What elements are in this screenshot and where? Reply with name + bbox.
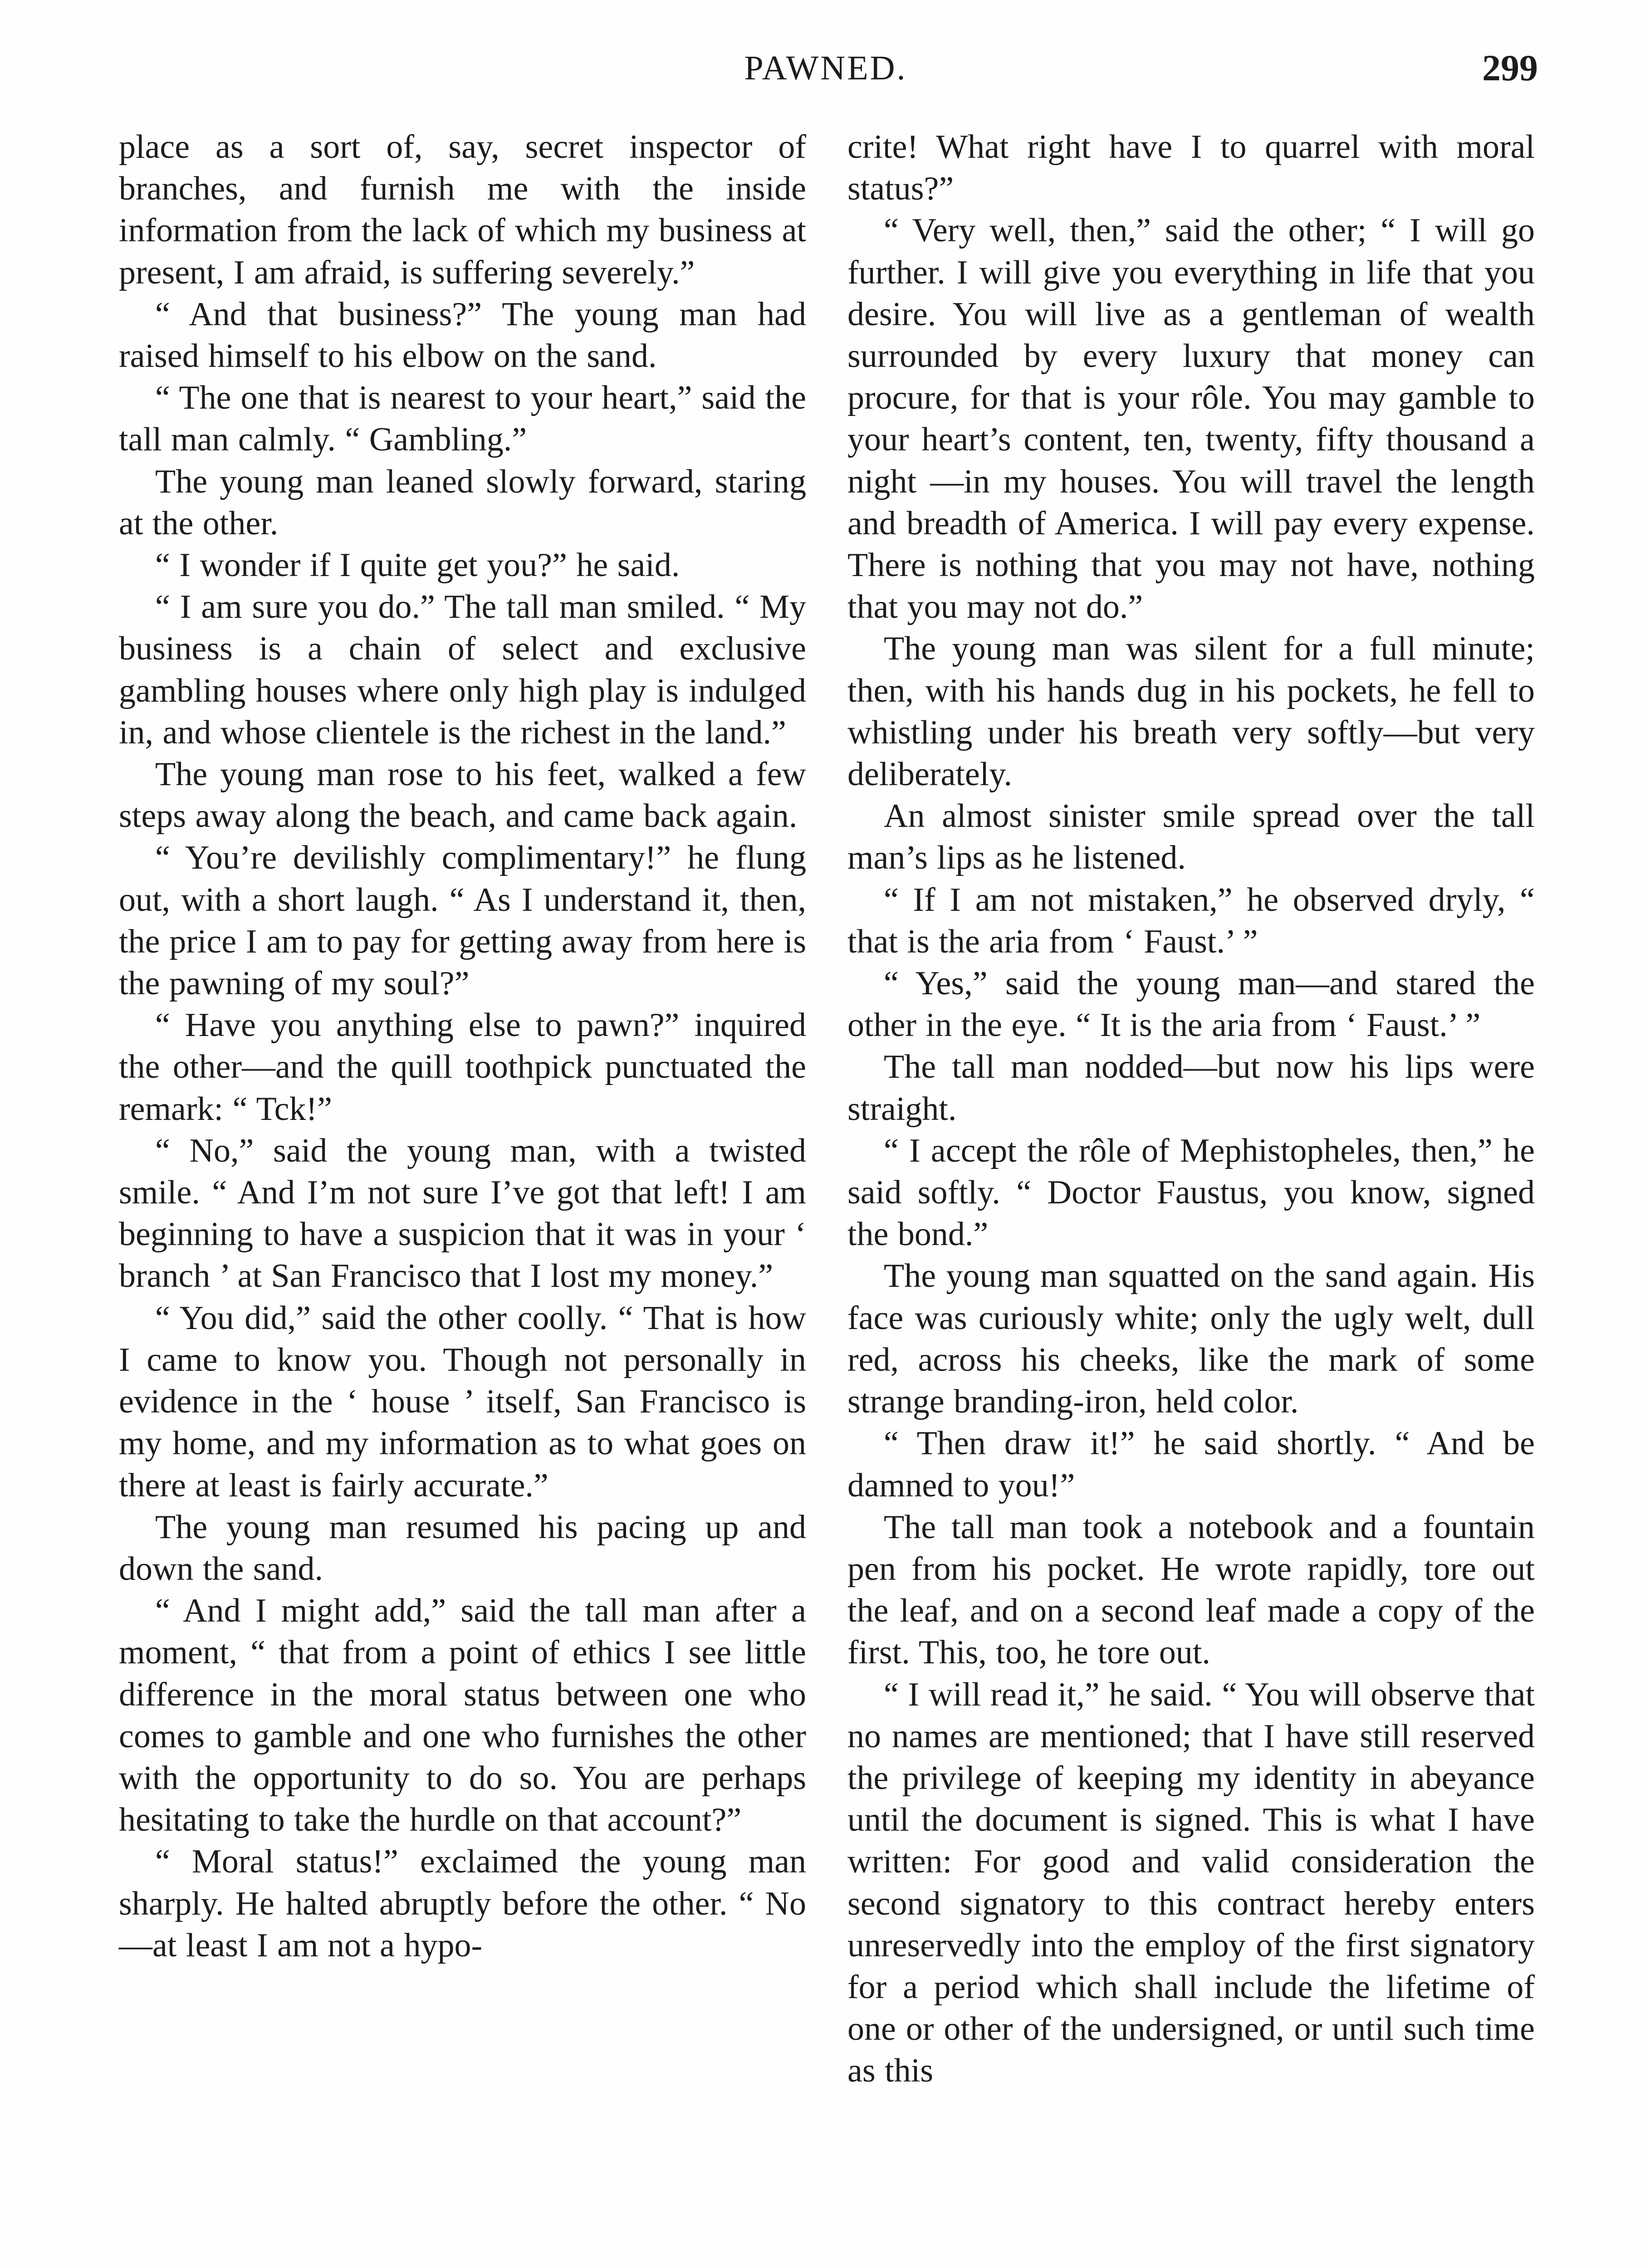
right-text-column [847,126,1535,2092]
paragraph: “ And that business?” The young man had raised himself to his elbow on the sand. [119,295,806,375]
page-number: 299 [1482,47,1538,88]
paragraph: “ I am sure you do.” The tall man smiled. “ My business is a chain of select and exclusive gambling houses where only high play is indulged in, and whose clientele is the richest in the land.” [119,588,806,751]
paragraph: The young man was silent for a full minute; then, with his hands dug in his pockets, he fell to whistling under his breath very softly—but very deliberately. [847,630,1535,793]
paragraph: “ You’re devilishly complimentary!” he flung out, with a short laugh. “ As I understand it, then, the price I am to pay for getting away from here is the pawning of my soul?” [119,839,806,1002]
paragraph: An almost sinister smile spread over the tall man’s lips as he listened. [847,797,1535,877]
paragraph: “ Very well, then,” said the other; “ I will go further. I will give you everything in life that you desire. You will live as a gentleman of wealth surrounded by every luxury that money can procure, for that is your rôle. You may gamble to your heart’s content, ten, twenty, fifty thousand a night —in my houses. You will travel the length and breadth of America. I will pay every expense. There is nothing that you may not have, nothing that you may not do.” [847,212,1535,626]
paragraph: The young man rose to his feet, walked a few steps away along the beach, and came back again. [119,756,806,835]
paragraph: crite! What right have I to quarrel with moral status?” [847,128,1535,208]
running-head: PAWNED. [744,49,907,87]
paragraph: The tall man took a notebook and a fountain pen from his pocket. He wrote rapidly, tore out the leaf, and on a second leaf made a copy of the first. This, too, he tore out. [847,1508,1535,1672]
paragraph: The young man leaned slowly forward, staring at the other. [119,463,806,542]
paragraph: “ You did,” said the other coolly. “ That is how I came to know you. Though not personally in evidence in the ‘ house ’ itself, San Francisco is my home, and my information as to what goes on there at least is fairly accurate.” [119,1299,806,1504]
paragraph: “ No,” said the young man, with a twisted smile. “ And I’m not sure I’ve got that left! I am beginning to have a suspicion that it was in your ‘ branch ’ at San Francisco that I lost my money.” [119,1132,806,1295]
paragraph: place as a sort of, say, secret inspector of branches, and furnish me with the inside information from the lack of which my business at present, I am afraid, is suffering severely.” [119,128,806,291]
paragraph: “ Then draw it!” he said shortly. “ And be damned to you!” [847,1425,1535,1504]
paragraph: “ I accept the rôle of Mephistopheles, then,” he said softly. “ Doctor Faustus, you know, signed the bond.” [847,1132,1535,1253]
paragraph: “ And I might add,” said the tall man after a moment, “ that from a point of ethics I see little difference in the moral status between one who comes to gamble and one who furnishes the other with the opportunity to do so. You are perhaps hesitating to take the hurdle on that account?” [119,1592,806,1839]
paragraph: “ Moral status!” exclaimed the young man sharply. He halted abruptly before the other. “ No—at least I am not a hypo- [119,1843,806,1964]
paragraph: The tall man nodded—but now his lips were straight. [847,1048,1535,1128]
paragraph: The young man resumed his pacing up and down the sand. [119,1508,806,1588]
paragraph: “ If I am not mistaken,” he observed dryly, “ that is the aria from ‘ Faust.’ ” [847,881,1535,960]
paragraph: “ Yes,” said the young man—and stared the other in the eye. “ It is the aria from ‘ Faust.’ ” [847,965,1535,1044]
paragraph: The young man squatted on the sand again. His face was curiously white; only the ugly welt, dull red, across his cheeks, like the mark of some strange branding-iron, held color. [847,1257,1535,1421]
paragraph: “ Have you anything else to pawn?” inquired the other—and the quill toothpick punctuated the remark: “ Tck!” [119,1007,806,1128]
paragraph: “ I wonder if I quite get you?” he said. [155,547,680,584]
paragraph: “ I will read it,” he said. “ You will observe that no names are mentioned; that I have still reserved the privilege of keeping my identity in abeyance until the document is signed. This is what I have written: For good and valid consideration the second signatory to this contract hereby enters unreservedly into the employ of the first signatory for a period which shall include the lifetime of one or other of the undersigned, or until such time as this [847,1676,1535,2090]
left-text-column [119,126,806,1966]
paragraph: “ The one that is nearest to your heart,” said the tall man calmly. “ Gambling.” [119,379,806,459]
page-header [113,43,1538,93]
